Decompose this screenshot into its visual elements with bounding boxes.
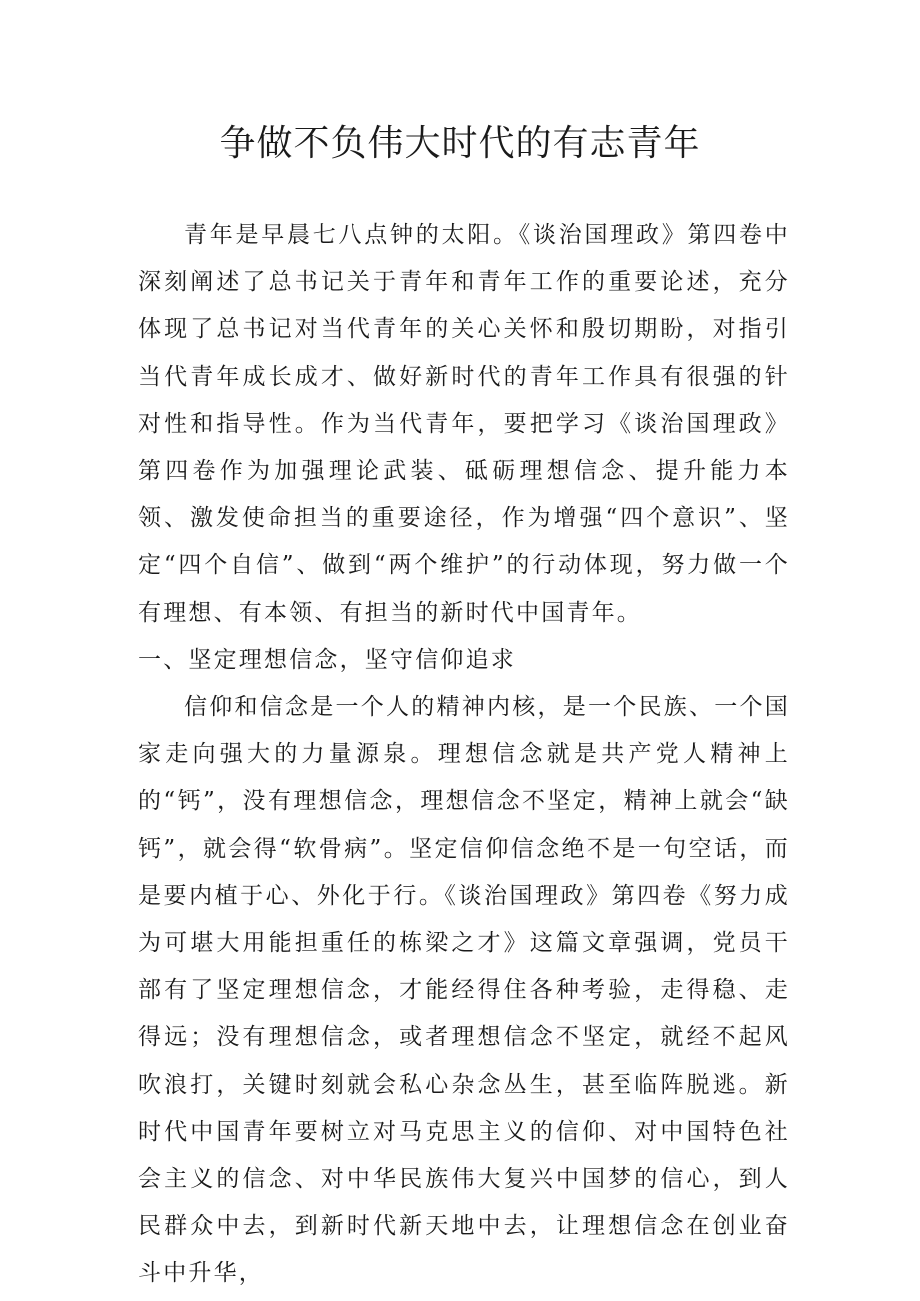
- document-body: [138, 212, 790, 1298]
- section-paragraph: 信仰和信念是一个人的精神内核，是一个民族、一个国家走向强大的力量源泉。理想信念就是共产党人精神上的“钙”，没有理想信念，理想信念不坚定，精神上就会“缺钙”，就会得“软骨病”。坚定信仰信念绝不是一句空话，而是要内植于心、外化于行。《谈治国理政》第四卷《努力成为可堪大用能担重任的栋梁之才》这篇文章强调，党员干部有了坚定理想信念，才能经得住各种考验，走得稳、走得远；没有理想信念，或者理想信念不坚定，就经不起风吹浪打，关键时刻就会私心杂念丛生，甚至临阵脱逃。新时代中国青年要树立对马克思主义的信仰、对中国特色社会主义的信念、对中华民族伟大复兴中国梦的信心，到人民群众中去，到新时代新天地中去，让理想信念在创业奋斗中升华，: [138, 694, 790, 1287]
- document-title: 争做不负伟大时代的有志青年: [219, 123, 701, 164]
- section-heading: 一、坚定理想信念，坚守信仰追求: [138, 646, 516, 673]
- intro-paragraph: 青年是早晨七八点钟的太阳。《谈治国理政》第四卷中深刻阐述了总书记关于青年和青年工作的重要论述，充分体现了总书记对当代青年的关心关怀和殷切期盼，对指引当代青年成长成才、做好新时代的青年工作具有很强的针对性和指导性。作为当代青年，要把学习《谈治国理政》第四卷作为加强理论武装、砥砺理想信念、提升能力本领、激发使命担当的重要途径，作为增强“四个意识”、坚定“四个自信”、做到“两个维护”的行动体现，努力做一个有理想、有本领、有担当的新时代中国青年。: [138, 222, 790, 626]
